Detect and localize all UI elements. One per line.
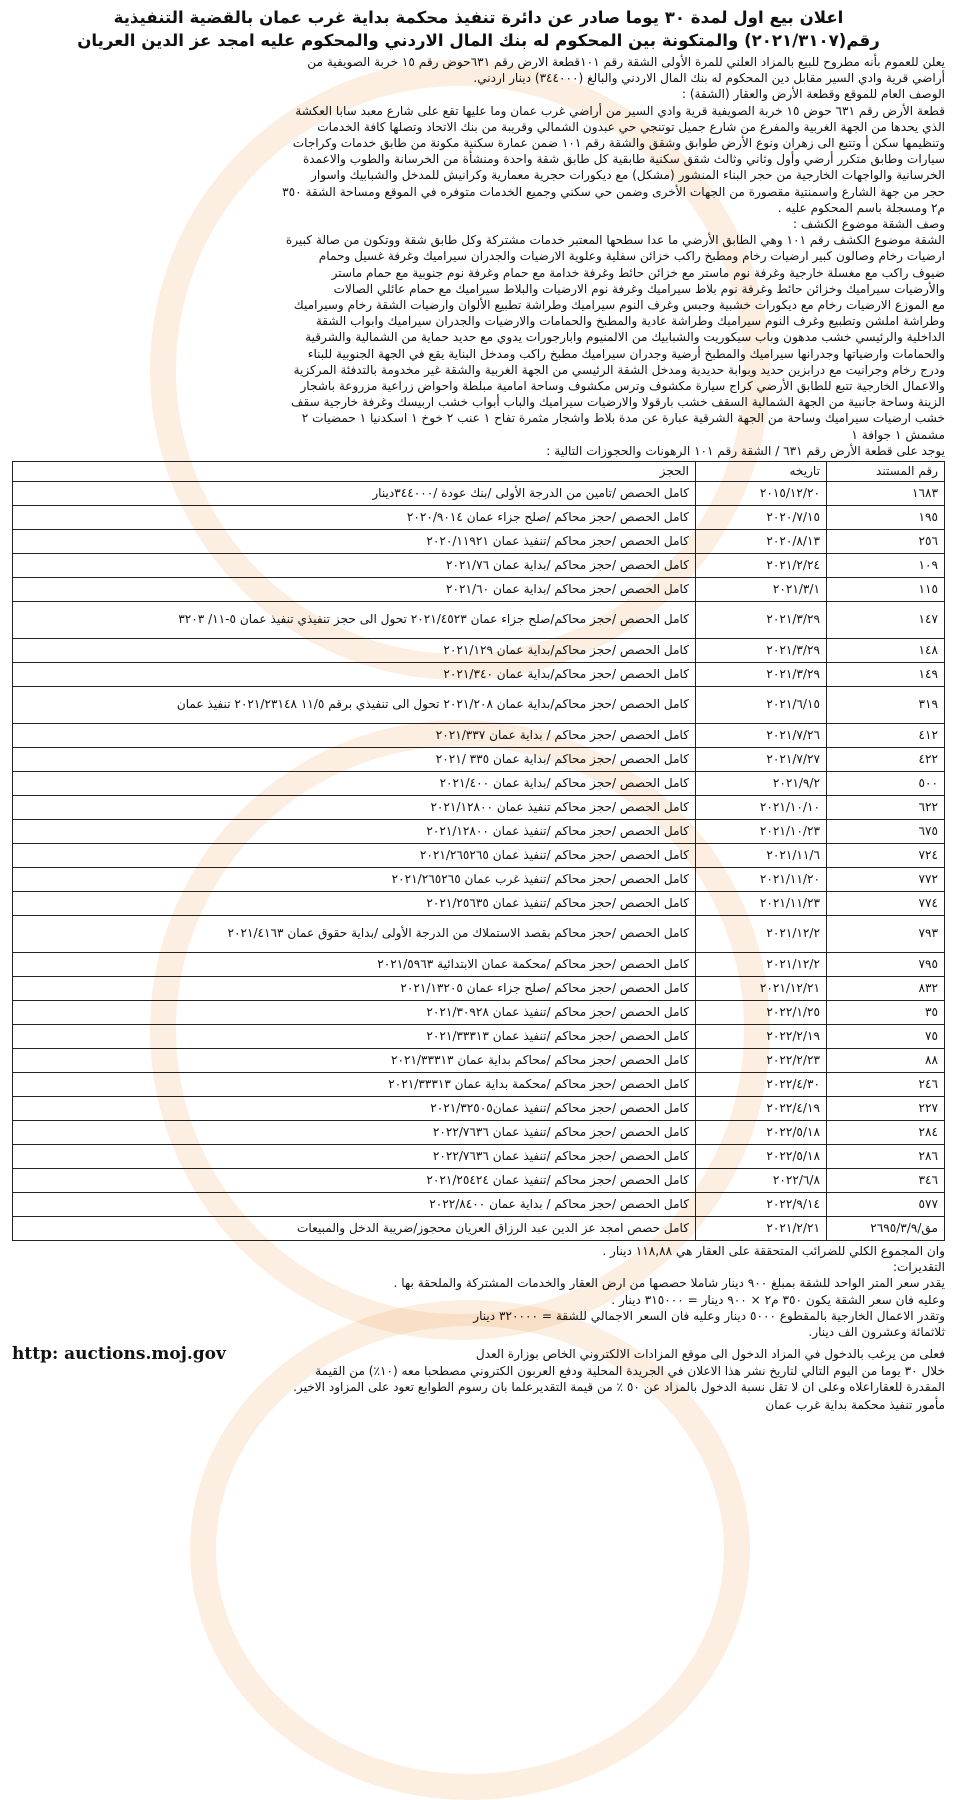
cell-date: ٢٠٢١/١٢/٢١ <box>696 977 827 1001</box>
cell-lien: كامل الحصص /حجز محاكم /صلح جزاء عمان ٢٠٢٠/٩٠١٤ <box>13 506 696 530</box>
paragraph-line: الزينة وساحة جانبية من الجهة الشمالية السقف خشب بارقولا والارضيات سيراميك والباب أبواب خشب اربيسك وغرفة خارجية سقف <box>290 395 945 410</box>
paragraph-line: م٢ ومسجلة باسم المحكوم عليه . <box>777 200 945 215</box>
estimate-line: وعليه فان سعر الشقة يكون ٣٥٠ م٢ × ٩٠٠ دينار = ٣١٥٠٠٠ دينار . <box>611 1292 945 1307</box>
table-row <box>13 1025 945 1049</box>
cell-doc-number: ٧٥ <box>827 1025 945 1049</box>
table-row <box>13 1001 945 1025</box>
paragraph-line: مشمش ١ جوافة ١ <box>851 427 945 442</box>
cell-doc-number: ٨٣٢ <box>827 977 945 1001</box>
cell-lien: كامل الحصص /حجز محاكم/بداية عمان ٢٠٢١/١٢٩ <box>13 639 696 663</box>
signature: مأمور تنفيذ محكمة بداية غرب عمان <box>765 1397 945 1412</box>
closing-text <box>12 1346 945 1413</box>
cell-doc-number: ٦٧٥ <box>827 820 945 844</box>
cell-lien: كامل الحصص /تامين من الدرجة الأولى /بنك عودة /٣٤٤٠٠٠دينار <box>13 482 696 506</box>
paragraph-line: ارضيات رخام وصالون كبير ارضيات رخام ومطبخ راكب خزائن سفلية وعلوية الارضيات والجدران سيراميك وغرفة غسيل وحمام <box>318 249 945 264</box>
paragraph-line: سيارات وطابق متكرر أرضي وأول وثاني وثالث شقق سكنية طابقية كل طابق شقة واحدة ومنشأة من الخرسانة والطوب والاعمدة <box>302 152 945 167</box>
table-row <box>13 1073 945 1097</box>
cell-date: ٢٠٢١/٦/١٥ <box>696 687 827 724</box>
table-row <box>13 482 945 506</box>
cell-doc-number: مق/٢٦٩٥/٣/٩ <box>827 1217 945 1241</box>
cell-date: ٢٠٢١/٧/٢٦ <box>696 724 827 748</box>
table-row <box>13 772 945 796</box>
estimate-line: وتقدر الاعمال الخارجية بالمقطوع ٥٠٠٠ دينار وعليه فان السعر الاجمالي للشقة = ٣٢٠٠٠٠ دينار <box>473 1308 945 1323</box>
table-row <box>13 506 945 530</box>
table-row <box>13 639 945 663</box>
cell-doc-number: ٨٨ <box>827 1049 945 1073</box>
header-doc-number: رقم المستند <box>827 462 945 482</box>
cell-date: ٢٠٢١/١٢/٢ <box>696 916 827 953</box>
table-row <box>13 663 945 687</box>
cell-doc-number: ٢٢٧ <box>827 1097 945 1121</box>
cell-lien: كامل الحصص /حجز محاكم تنفيذ عمان ٢٠٢١/١٢٨٠٠ <box>13 796 696 820</box>
header-lien: الحجز <box>13 462 696 482</box>
header-date: تاريخه <box>696 462 827 482</box>
cell-date: ٢٠٢١/٢/٢١ <box>696 1217 827 1241</box>
cell-date: ٢٠٢١/١١/٢٠ <box>696 868 827 892</box>
table-row <box>13 1217 945 1241</box>
notice-title <box>12 6 945 52</box>
paragraph-line: الذي يحدها من الجهة الغربية والمفرع من شارع جميل توتنجي حي عبدون الشمالي وقريبة من بنك الاتحاد وتصلها كافة الخدمات <box>317 119 945 134</box>
cell-doc-number: ٣١٩ <box>827 687 945 724</box>
table-row <box>13 687 945 724</box>
cell-lien: كامل الحصص /حجز محاكم /تنفيذ عمان ٢٠٢٢/٧٦٣٦ <box>13 1145 696 1169</box>
estimate-line: يقدر سعر المتر الواحد للشقة بمبلغ ٩٠٠ دينار شاملا حصصها من ارض العقار والخدمات المشتركة والملحقة بها . <box>393 1276 945 1291</box>
cell-doc-number: ٧٧٢ <box>827 868 945 892</box>
cell-doc-number: ١٦٨٣ <box>827 482 945 506</box>
cell-doc-number: ١٤٨ <box>827 639 945 663</box>
closing-line-2: خلال ٣٠ يوما من اليوم التالي لتاريخ نشر هذا الاعلان في الجريدة المحلية ودفع العربون الكتروني مصطحبا معه (١٠٪) من القيمة <box>315 1363 945 1378</box>
cell-lien: كامل الحصص /حجز محاكم / بداية عمان ٢٠٢٢/٨٤٠٠ <box>13 1193 696 1217</box>
cell-date: ٢٠٢١/٣/١ <box>696 578 827 602</box>
cell-lien: كامل حصص امجد عز الدين عبد الرزاق العريان محجوز/ضريبة الدخل والمبيعات <box>13 1217 696 1241</box>
paragraph-line: ودرج رخام وجرانيت مع درابزين حديد وبوابة حديدية ومدخل الشقة الرئيسي من الجهة الغربية والشقة غير مخدومة بالتدفئة المركزية <box>293 362 945 377</box>
cell-lien: كامل الحصص /حجز محاكم /بداية عمان ٢٠٢١/٤٠٠ <box>13 772 696 796</box>
estimate-line: التقديرات: <box>892 1260 945 1275</box>
cell-doc-number: ٧٩٥ <box>827 953 945 977</box>
cell-date: ٢٠٢١/٣/٢٩ <box>696 639 827 663</box>
paragraph-line: يوجد على قطعة الأرض رقم ٦٣١ / الشقة رقم ١٠١ الرهونات والحجوزات التالية : <box>546 443 945 458</box>
cell-lien: كامل الحصص /حجز محاكم /تنفيذ عمان ٢٠٢١/٣٣٣١٣ <box>13 1025 696 1049</box>
cell-lien: كامل الحصص /حجز محاكم / بداية عمان ٢٠٢١/٣٣٧ <box>13 724 696 748</box>
cell-lien: كامل الحصص /حجز محاكم /محاكم بداية عمان ٢٠٢١/٣٣٣١٣ <box>13 1049 696 1073</box>
cell-lien: كامل الحصص /حجز محاكم /تنفيذ عمان ٢٠٢١/٣٠٩٢٨ <box>13 1001 696 1025</box>
cell-lien: كامل الحصص /حجز محاكم /بداية عمان ٢٠٢١/٦٠ <box>13 578 696 602</box>
cell-lien: كامل الحصص /حجز محاكم /بداية عمان ٢٠٢١/٧٦ <box>13 554 696 578</box>
table-row <box>13 868 945 892</box>
cell-doc-number: ٧٧٤ <box>827 892 945 916</box>
paragraph-line: يعلن للعموم بأنه مطروح للبيع بالمزاد العلني للمرة الأولى الشقة رقم ١٠١قطعة الارض رقم ٦٣١حوض رقم ١٥ خربة الصويفية من <box>307 55 945 69</box>
table-row <box>13 724 945 748</box>
closing-line-1: فعلى من يرغب بالدخول في المزاد الدخول الى موقع المزادات الالكتروني الخاص بوزارة العدل <box>475 1347 945 1362</box>
cell-lien: كامل الحصص /حجز محاكم /تنفيذ عمان ٢٠٢٢/٧٦٣٦ <box>13 1121 696 1145</box>
cell-lien: كامل الحصص /حجز محاكم/بداية عمان ٢٠٢١/٣٤٠ <box>13 663 696 687</box>
table-row <box>13 796 945 820</box>
paragraph-line: والأرضيات سيراميك وخزائن حائط وغرفة نوم بلاط سيراميك وغرفة نوم الارضيات والبلاط سيراميك مع حمام عائلي الصالات <box>333 281 945 296</box>
paragraph-line: والاعمال الخارجية تتبع للطابق الأرضي كراج سيارة مكشوف وترس مكشوف وساحة امامية مبلطة واحواض زراعية مزروعة باشجار <box>300 379 945 394</box>
table-row <box>13 1049 945 1073</box>
cell-date: ٢٠٢١/٢/٢٤ <box>696 554 827 578</box>
table-row <box>13 1097 945 1121</box>
paragraph-line: أراضي قرية وادي السير مقابل دين المحكوم له بنك المال الاردني والبالغ (٣٤٤٠٠٠) دينار اردني. <box>473 71 945 86</box>
cell-doc-number: ١٤٧ <box>827 602 945 639</box>
table-row <box>13 1169 945 1193</box>
estimate-line: ثلاثمائة وعشرون الف دينار. <box>808 1325 945 1340</box>
paragraph-line: الشقة موضوع الكشف رقم ١٠١ وهي الطابق الأرضي ما عدا سطحها المعتبر خدمات مشتركة وكل طابق شقة ووتكون من صالة كبيرة <box>285 233 945 248</box>
cell-date: ٢٠٢٠/٧/١٥ <box>696 506 827 530</box>
cell-doc-number: ١٤٩ <box>827 663 945 687</box>
cell-date: ٢٠٢٢/٥/١٨ <box>696 1145 827 1169</box>
cell-date: ٢٠٢١/٧/٢٧ <box>696 748 827 772</box>
cell-lien: كامل الحصص /حجز محاكم /تنفيذ عمان ٢٠٢١/٢٥٤٢٤ <box>13 1169 696 1193</box>
cell-doc-number: ٢٨٤ <box>827 1121 945 1145</box>
paragraph-line: حجر من جهة الشارع واسمنتية مقصورة من الجهات الأخرى وضمن حي سكني وجميع الخدمات متوفره في الموقع ومساحة الشقة ٣٥٠ <box>282 184 945 199</box>
paragraph-line: الخرسانية والواجهات الخارجية من حجر البناء المنشور (مشكل) مع ديكورات حجرية معمارية وكرانيش للمدخل والشبابيك واسوار <box>311 168 945 183</box>
paragraph-line: مع الموزع الارضيات رخام مع ديكورات خشبية وجبس وغرف النوم سيراميك وطراشة تطبيع الألوان وارضيات الشقة رخام وسيراميك <box>293 298 945 313</box>
cell-date: ٢٠٢٢/٢/١٩ <box>696 1025 827 1049</box>
cell-date: ٢٠٢١/٩/٢ <box>696 772 827 796</box>
intro-text <box>12 54 945 459</box>
cell-date: ٢٠٢١/١١/٦ <box>696 844 827 868</box>
cell-doc-number: ٧٩٣ <box>827 916 945 953</box>
table-header-row <box>13 462 945 482</box>
table-row <box>13 1193 945 1217</box>
cell-lien: كامل الحصص /حجز محاكم /تنفيذ عمان ٢٠٢١/٢٥٦٣٥ <box>13 892 696 916</box>
cell-date: ٢٠٢٠/٨/١٣ <box>696 530 827 554</box>
cell-date: ٢٠٢١/١١/٢٣ <box>696 892 827 916</box>
liens-table <box>12 461 945 1241</box>
table-row <box>13 578 945 602</box>
cell-date: ٢٠٢٢/٦/٨ <box>696 1169 827 1193</box>
table-row <box>13 977 945 1001</box>
estimates-text <box>12 1243 945 1340</box>
paragraph-line: وصف الشقة موضوع الكشف : <box>792 217 945 232</box>
cell-lien: كامل الحصص /حجز محاكم /بداية عمان ٣٣٥ /٢٠٢١ <box>13 748 696 772</box>
title-line-2: رقم(٢٠٢١/٣١٠٧) والمتكونة بين المحكوم له بنك المال الاردني والمحكوم عليه امجد عز الدين العريان <box>77 31 880 50</box>
cell-date: ٢٠٢١/٣/٢٩ <box>696 663 827 687</box>
cell-date: ٢٠٢٢/٤/٣٠ <box>696 1073 827 1097</box>
table-row <box>13 916 945 953</box>
cell-lien: كامل الحصص /حجز محاكم /تنفيذ غرب عمان ٢٠٢١/٢٦٥٢٦٥ <box>13 868 696 892</box>
cell-lien: كامل الحصص /حجز محاكم /محكمة عمان الابتدائية ٢٠٢١/٥٩٦٣ <box>13 953 696 977</box>
cell-doc-number: ١٩٥ <box>827 506 945 530</box>
cell-date: ٢٠٢١/٣/٢٩ <box>696 602 827 639</box>
cell-doc-number: ٤٢٢ <box>827 748 945 772</box>
cell-date: ٢٠٢٢/٩/١٤ <box>696 1193 827 1217</box>
cell-date: ٢٠٢١/١٢/٢ <box>696 953 827 977</box>
table-row <box>13 892 945 916</box>
cell-date: ٢٠٢٢/٤/١٩ <box>696 1097 827 1121</box>
cell-date: ٢٠٢١/١٠/١٠ <box>696 796 827 820</box>
cell-doc-number: ٤١٢ <box>827 724 945 748</box>
cell-lien: كامل الحصص /حجز محاكم /محكمة بداية عمان ٢٠٢١/٣٣٣١٣ <box>13 1073 696 1097</box>
cell-doc-number: ٢٥٦ <box>827 530 945 554</box>
paragraph-line: والحمامات وارضياتها وجدرانها سيراميك والمطبخ أرضية وجدران سيراميك مطبخ راكب ومدخل البناية يقع في الجهة الجنوبية للبناء <box>307 346 945 361</box>
table-row <box>13 820 945 844</box>
paragraph-line: الداخلية والرئيسي خشب مدهون وباب سيكوريت والشبابيك من الالمنيوم وابارجورات يدوي مع حديد حماية من الشمالية والشرقية <box>305 330 945 345</box>
table-row <box>13 602 945 639</box>
cell-date: ٢٠١٥/١٢/٢٠ <box>696 482 827 506</box>
table-row <box>13 748 945 772</box>
cell-doc-number: ٢٤٦ <box>827 1073 945 1097</box>
cell-lien: كامل الحصص /حجز محاكم /تنفيذ عمان ٢٠٢١/١٢٨٠٠ <box>13 820 696 844</box>
cell-lien: كامل الحصص /حجز محاكم /صلح جزاء عمان ٢٠٢١/١٣٢٠٥ <box>13 977 696 1001</box>
cell-doc-number: ٦٢٢ <box>827 796 945 820</box>
table-row <box>13 554 945 578</box>
table-row <box>13 844 945 868</box>
cell-doc-number: ٥٧٧ <box>827 1193 945 1217</box>
table-row <box>13 1145 945 1169</box>
title-line-1: اعلان بيع اول لمدة ٣٠ يوما صادر عن دائرة تنفيذ محكمة بداية غرب عمان بالقضية التنفيذية <box>113 8 844 27</box>
paragraph-line: الوصف العام للموقع وقطعة الأرض والعقار (الشقة) : <box>681 87 945 102</box>
cell-date: ٢٠٢٢/٥/١٨ <box>696 1121 827 1145</box>
cell-doc-number: ٥٠٠ <box>827 772 945 796</box>
paragraph-line: خشب ارضيات سيراميك وساحة من الجهة الشرقية عبارة عن مدة بلاط واشجار مثمرة تفاح ١ عنب ٢ خوخ ١ اسكدنيا ١ حمضيات ٢ <box>301 411 945 426</box>
table-row <box>13 1121 945 1145</box>
cell-date: ٢٠٢٢/١/٢٥ <box>696 1001 827 1025</box>
paragraph-line: وطراشة املشن وتطبيع وغرف النوم سيراميك وطراشة عادية والمطبخ والحمامات والارضيات والجدران سيراميك وابواب الشقة <box>315 314 945 329</box>
paragraph-line: وتنظيمها سكن أ وتتبع الى زهران ونوع الأرض طوابق وشقق والشقة رقم ١٠١ ضمن عمارة سكنية مكونة من طابق خدمات وكراجات <box>292 136 945 151</box>
cell-doc-number: ٧٢٤ <box>827 844 945 868</box>
paragraph-line: ضيوف راكب مع مغسلة خارجية وغرفة نوم ماستر مع خزائن حائط وغرفة خدامة مع حمام وغرفة نوم جنوبية مع حمام ماستر <box>331 265 945 280</box>
cell-doc-number: ٢٨٦ <box>827 1145 945 1169</box>
cell-date: ٢٠٢١/١٠/٢٣ <box>696 820 827 844</box>
cell-lien: كامل الحصص /حجز محاكم /تنفيذ عمان ٢٠٢٠/١١٩٢١ <box>13 530 696 554</box>
cell-doc-number: ١١٥ <box>827 578 945 602</box>
table-row <box>13 530 945 554</box>
cell-lien: كامل الحصص /حجز محاكم /تنفيذ عمان٢٠٢١/٣٢٥٠٥ <box>13 1097 696 1121</box>
cell-doc-number: ١٠٩ <box>827 554 945 578</box>
auction-url-link[interactable]: http: auctions.moj.gov <box>12 1344 226 1365</box>
cell-date: ٢٠٢٢/٢/٢٣ <box>696 1049 827 1073</box>
cell-lien: كامل الحصص /حجز محاكم/صلح جزاء عمان ٢٠٢١/٤٥٢٣ تحول الى حجز تنفيذي تنفيذ عمان ٥-١١/ ٣٢٠٣ <box>13 602 696 639</box>
cell-lien: كامل الحصص /حجز محاكم بقصد الاستملاك من الدرجة الأولى /بداية حقوق عمان ٢٠٢١/٤١٦٣ <box>13 916 696 953</box>
cell-doc-number: ٣٥ <box>827 1001 945 1025</box>
closing-line-3: المقدرة للعقاراعلاه وعلى ان لا تقل نسبة الدخول بالمزاد عن ٥٠ ٪ من قيمة التقديرعلما بان رسوم الطوابع تعود على المزاود الاخير. <box>293 1379 945 1394</box>
cell-lien: كامل الحصص /حجز محاكم/بداية عمان ٢٠٢١/٢٠٨ تحول الى تنفيذي برقم ١١/٥ ٢٠٢١/٢٣١٤٨ تنفيذ عمان <box>13 687 696 724</box>
paragraph-line: قطعة الأرض رقم ٦٣١ حوض ١٥ خربة الصويفية قرية وادي السير من أراضي غرب عمان وما عليها تقع على شارع معبد سابا العكشة <box>295 103 945 118</box>
cell-doc-number: ٣٤٦ <box>827 1169 945 1193</box>
estimate-line: وان المجموع الكلي للضرائب المتحققة على العقار هي ١١٨,٨٨ دينار . <box>602 1244 945 1259</box>
table-row <box>13 953 945 977</box>
cell-lien: كامل الحصص /حجز محاكم /تنفيذ عمان ٢٠٢١/٢٦٥٢٦٥ <box>13 844 696 868</box>
